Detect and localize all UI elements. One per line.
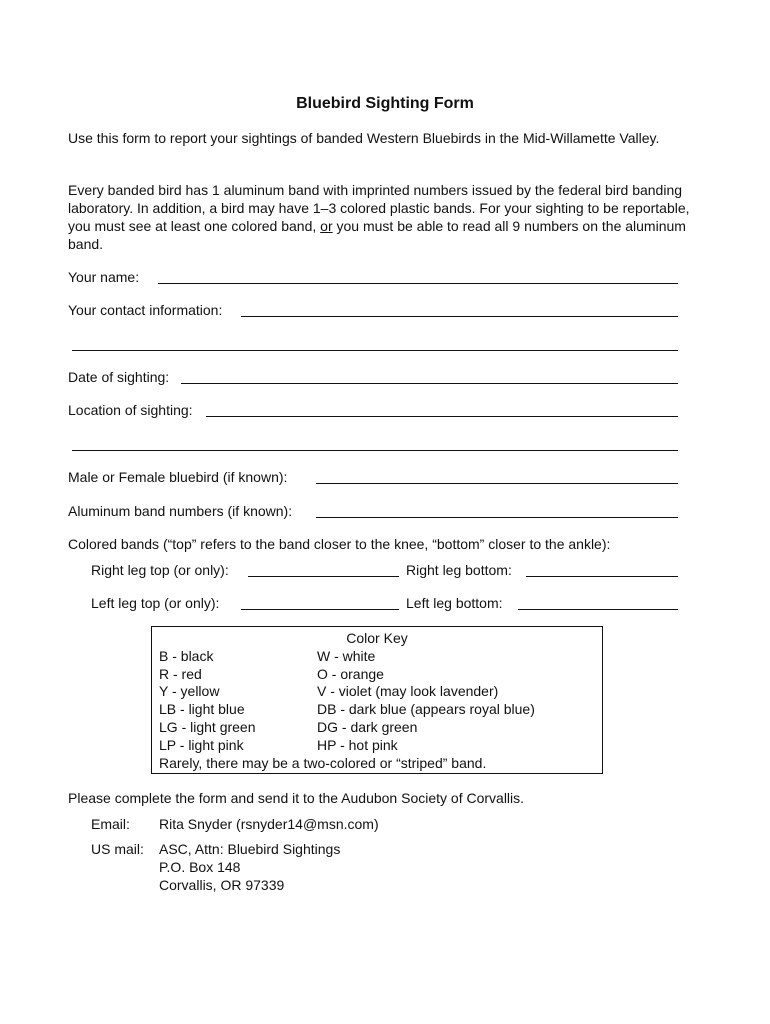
left-bottom-field[interactable] bbox=[518, 609, 678, 610]
info-paragraph bbox=[68, 181, 708, 253]
name-field[interactable] bbox=[158, 283, 678, 284]
info-text-end: you must be able to read all 9 numbers on the aluminum band. bbox=[68, 218, 686, 252]
date-label: Date of sighting: bbox=[68, 369, 170, 385]
color-key-left: LB - light blue bbox=[159, 701, 245, 717]
email-label: Email: bbox=[91, 816, 130, 832]
location-label: Location of sighting: bbox=[68, 402, 193, 418]
left-top-field[interactable] bbox=[241, 609, 399, 610]
send-instructions: Please complete the form and send it to the Audubon Society of Corvallis. bbox=[68, 790, 525, 806]
color-key-right: DB - dark blue (appears royal blue) bbox=[317, 701, 535, 717]
left-bottom-label: Left leg bottom: bbox=[406, 595, 503, 611]
sex-field[interactable] bbox=[316, 483, 678, 484]
name-label: Your name: bbox=[68, 269, 140, 285]
contact-field[interactable] bbox=[241, 316, 678, 317]
color-key-right: W - white bbox=[317, 648, 376, 664]
color-key-left: Y - yellow bbox=[159, 683, 220, 699]
mail-label: US mail: bbox=[91, 841, 144, 857]
date-field[interactable] bbox=[181, 383, 678, 384]
contact-label: Your contact information: bbox=[68, 302, 223, 318]
email-link[interactable]: Rita Snyder (rsnyder14@msn.com) bbox=[159, 816, 379, 832]
right-top-field[interactable] bbox=[248, 576, 399, 577]
location-field-line-2[interactable] bbox=[72, 450, 678, 451]
left-top-label: Left leg top (or only): bbox=[91, 595, 220, 611]
color-key-note: Rarely, there may be a two-colored or “striped” band. bbox=[159, 755, 487, 771]
right-top-label: Right leg top (or only): bbox=[91, 562, 229, 578]
color-key-left: LP - light pink bbox=[159, 737, 244, 753]
color-key-right: HP - hot pink bbox=[317, 737, 398, 753]
color-key-right: V - violet (may look lavender) bbox=[317, 683, 499, 699]
intro-paragraph: Use this form to report your sightings of banded Western Bluebirds in the Mid-Willamette Valley. bbox=[68, 130, 660, 146]
page-title: Bluebird Sighting Form bbox=[296, 95, 474, 112]
color-key-right: O - orange bbox=[317, 666, 384, 682]
right-bottom-field[interactable] bbox=[526, 576, 678, 577]
color-key-left: R - red bbox=[159, 666, 202, 682]
color-key-right: DG - dark green bbox=[317, 719, 418, 735]
contact-field-line-2[interactable] bbox=[72, 350, 678, 351]
color-key-left: LG - light green bbox=[159, 719, 256, 735]
location-field[interactable] bbox=[206, 416, 678, 417]
right-bottom-label: Right leg bottom: bbox=[406, 562, 512, 578]
info-emphasis: or bbox=[320, 218, 333, 234]
mail-address-line: P.O. Box 148 bbox=[159, 859, 241, 875]
mail-address-line: ASC, Attn: Bluebird Sightings bbox=[159, 841, 341, 857]
color-key-left: B - black bbox=[159, 648, 214, 664]
color-key-title: Color Key bbox=[346, 630, 408, 646]
mail-address-line: Corvallis, OR 97339 bbox=[159, 877, 285, 893]
sex-label: Male or Female bluebird (if known): bbox=[68, 469, 288, 485]
aluminum-label: Aluminum band numbers (if known): bbox=[68, 503, 293, 519]
info-text-start: Every banded bird has 1 aluminum band with imprinted numbers issued by the federal bird banding laboratory. In addition, a bird may have 1–3 colored plastic bands. For your sighting to be reportable, you must see at least one colored band, bbox=[68, 182, 690, 234]
aluminum-field[interactable] bbox=[316, 517, 678, 518]
colored-bands-label: Colored bands (“top” refers to the band closer to the knee, “bottom” closer to the ankle): bbox=[68, 536, 611, 552]
